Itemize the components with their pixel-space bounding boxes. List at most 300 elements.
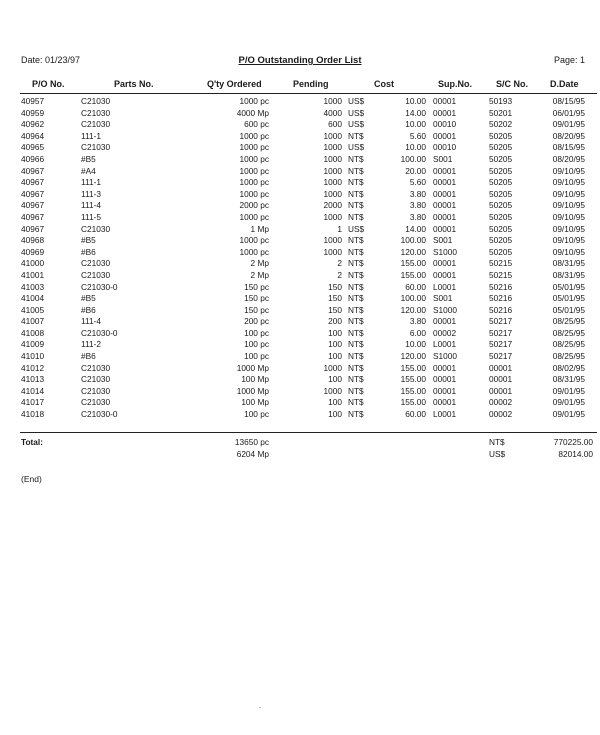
sc-number: 50216: [489, 304, 513, 315]
qty-ordered: 1000 pc: [239, 142, 269, 153]
supplier-number: S1000: [433, 351, 457, 362]
pending-qty: 100: [328, 351, 342, 362]
sc-number: 50215: [489, 269, 513, 280]
pending-qty: 100: [328, 374, 342, 385]
currency: NT$: [348, 211, 364, 222]
totals-amount-us: 82014.00: [558, 449, 593, 459]
supplier-number: 00001: [433, 96, 457, 106]
po-number: 41005: [21, 304, 45, 315]
totals-currency-us: US$: [489, 449, 506, 459]
sc-number: 50205: [489, 211, 513, 222]
qty-ordered: 100 Mp: [241, 397, 269, 408]
po-number: 41007: [21, 316, 45, 327]
pending-qty: 150: [328, 293, 342, 304]
qty-ordered: 1000 pc: [239, 153, 269, 164]
pending-qty: 1000: [323, 235, 342, 246]
totals-qty-mp: 6204 Mp: [236, 449, 269, 459]
sc-number: 50205: [489, 246, 513, 257]
qty-ordered: 1000 pc: [239, 235, 269, 246]
end-marker: (End): [21, 474, 42, 484]
po-number: 41009: [21, 339, 45, 350]
table-row: [0, 96, 600, 108]
pending-qty: 4000: [323, 107, 342, 118]
pending-qty: 1000: [323, 165, 342, 176]
part-number: #B6: [81, 304, 96, 315]
sc-number: 50205: [489, 200, 513, 211]
currency: NT$: [348, 269, 364, 280]
unit-cost: 155.00: [400, 362, 426, 373]
unit-cost: 155.00: [400, 385, 426, 396]
table-row: [0, 305, 600, 317]
po-number: 41000: [21, 258, 45, 269]
pending-qty: 1: [337, 223, 342, 234]
due-date: 09/01/95: [552, 385, 585, 396]
due-date: 09/10/95: [552, 246, 585, 257]
unit-cost: 120.00: [400, 304, 426, 315]
unit-cost: 120.00: [400, 351, 426, 362]
pending-qty: 1000: [323, 142, 342, 153]
col-header-po: P/O No.: [32, 79, 65, 89]
part-number: C21030: [81, 107, 111, 118]
po-number: 41004: [21, 293, 45, 304]
table-row: [0, 409, 600, 421]
unit-cost: 14.00: [405, 223, 426, 234]
supplier-number: 00010: [433, 142, 457, 153]
po-number: 41018: [21, 409, 45, 420]
currency: US$: [348, 107, 365, 118]
unit-cost: 3.80: [409, 211, 426, 222]
table-row: [0, 374, 600, 386]
due-date: 08/20/95: [552, 130, 585, 141]
part-number: C21030: [81, 269, 111, 280]
table-row: [0, 200, 600, 212]
part-number: 111-3: [81, 188, 101, 199]
supplier-number: 00001: [433, 211, 457, 222]
po-number: 40968: [21, 235, 45, 246]
report-title: P/O Outstanding Order List: [238, 55, 362, 66]
supplier-number: 00001: [433, 269, 457, 280]
table-row: [0, 166, 600, 178]
unit-cost: 5.60: [409, 130, 426, 141]
due-date: 08/31/95: [552, 258, 585, 269]
po-number: 40969: [21, 246, 45, 257]
po-number: 40962: [21, 119, 45, 130]
unit-cost: 100.00: [400, 235, 426, 246]
pending-qty: 1000: [323, 246, 342, 257]
unit-cost: 155.00: [400, 258, 426, 269]
due-date: 09/01/95: [552, 119, 585, 130]
part-number: C21030: [81, 119, 111, 130]
part-number: C21030-0: [81, 409, 118, 420]
supplier-number: S001: [433, 235, 453, 246]
po-number: 41001: [21, 269, 45, 280]
table-row: [0, 177, 600, 189]
part-number: #B5: [81, 235, 96, 246]
qty-ordered: 1000 Mp: [236, 385, 269, 396]
supplier-number: 00001: [433, 223, 457, 234]
sc-number: 50217: [489, 327, 513, 338]
supplier-number: L0001: [433, 281, 457, 292]
col-header-sc: S/C No.: [496, 79, 529, 89]
po-number: 41014: [21, 385, 45, 396]
pending-qty: 200: [328, 316, 342, 327]
due-date: 08/15/95: [552, 96, 585, 106]
qty-ordered: 4000 Mp: [236, 107, 269, 118]
totals-currency-nt: NT$: [489, 437, 505, 447]
unit-cost: 14.00: [405, 107, 426, 118]
part-number: 111-2: [81, 339, 101, 350]
sc-number: 50215: [489, 258, 513, 269]
pending-qty: 1000: [323, 385, 342, 396]
sc-number: 00001: [489, 362, 513, 373]
table-row: [0, 363, 600, 375]
unit-cost: 3.80: [409, 316, 426, 327]
supplier-number: 00001: [433, 362, 457, 373]
table-row: [0, 119, 600, 131]
due-date: 09/10/95: [552, 165, 585, 176]
part-number: C21030: [81, 142, 111, 153]
po-number: 40967: [21, 200, 45, 211]
part-number: #B5: [81, 153, 96, 164]
sc-number: 00001: [489, 385, 513, 396]
sc-number: 50205: [489, 130, 513, 141]
supplier-number: 00001: [433, 188, 457, 199]
qty-ordered: 1000 pc: [239, 177, 269, 188]
due-date: 08/20/95: [552, 153, 585, 164]
pending-qty: 2000: [323, 200, 342, 211]
sc-number: 50193: [489, 96, 513, 106]
qty-ordered: 1000 Mp: [236, 362, 269, 373]
unit-cost: 20.00: [405, 165, 426, 176]
table-row: [0, 235, 600, 247]
table-row: [0, 131, 600, 143]
supplier-number: S1000: [433, 246, 457, 257]
supplier-number: 00001: [433, 258, 457, 269]
part-number: C21030: [81, 258, 111, 269]
due-date: 09/10/95: [552, 177, 585, 188]
qty-ordered: 1000 pc: [239, 165, 269, 176]
sc-number: 50217: [489, 339, 513, 350]
po-number: 40967: [21, 211, 45, 222]
po-number: 41008: [21, 327, 45, 338]
currency: NT$: [348, 304, 364, 315]
unit-cost: 100.00: [400, 293, 426, 304]
table-row: [0, 270, 600, 282]
col-header-sup: Sup.No.: [438, 79, 472, 89]
part-number: C21030: [81, 96, 111, 106]
part-number: 111-4: [81, 200, 101, 211]
col-header-parts: Parts No.: [114, 79, 154, 89]
currency: NT$: [348, 165, 364, 176]
sc-number: 00002: [489, 397, 513, 408]
unit-cost: 3.80: [409, 200, 426, 211]
currency: NT$: [348, 177, 364, 188]
currency: US$: [348, 96, 365, 106]
column-header-row: [0, 79, 600, 91]
table-row: [0, 224, 600, 236]
page-number: Page: 1: [553, 55, 585, 65]
scan-speck: [259, 707, 261, 708]
sc-number: 50205: [489, 165, 513, 176]
qty-ordered: 100 Mp: [241, 374, 269, 385]
pending-qty: 150: [328, 281, 342, 292]
sc-number: 00001: [489, 374, 513, 385]
supplier-number: 00001: [433, 165, 457, 176]
sc-number: 50216: [489, 293, 513, 304]
part-number: C21030-0: [81, 327, 118, 338]
pending-qty: 2: [337, 258, 342, 269]
qty-ordered: 2000 pc: [239, 200, 269, 211]
table-row: [0, 397, 600, 409]
pending-qty: 100: [328, 409, 342, 420]
pending-qty: 1000: [323, 153, 342, 164]
due-date: 09/01/95: [552, 397, 585, 408]
due-date: 08/25/95: [552, 339, 585, 350]
qty-ordered: 600 pc: [244, 119, 269, 130]
currency: US$: [348, 119, 365, 130]
col-header-date: D.Date: [550, 79, 579, 89]
currency: NT$: [348, 316, 364, 327]
currency: NT$: [348, 385, 364, 396]
pending-qty: 150: [328, 304, 342, 315]
unit-cost: 10.00: [405, 119, 426, 130]
supplier-number: S1000: [433, 304, 457, 315]
part-number: #B6: [81, 351, 96, 362]
pending-qty: 1000: [323, 362, 342, 373]
currency: NT$: [348, 409, 364, 420]
part-number: 111-1: [81, 130, 101, 141]
totals-label: Total:: [21, 437, 43, 447]
due-date: 08/02/95: [552, 362, 585, 373]
col-header-qty: Q'ty Ordered: [207, 79, 262, 89]
table-row: [0, 386, 600, 398]
sc-number: 50217: [489, 351, 513, 362]
po-number: 41003: [21, 281, 45, 292]
unit-cost: 100.00: [400, 153, 426, 164]
col-header-cost: Cost: [374, 79, 394, 89]
po-number: 40967: [21, 165, 45, 176]
due-date: 09/10/95: [552, 200, 585, 211]
pending-qty: 100: [328, 397, 342, 408]
due-date: 05/01/95: [552, 304, 585, 315]
part-number: C21030: [81, 362, 111, 373]
supplier-number: 00010: [433, 119, 457, 130]
table-row: [0, 316, 600, 328]
supplier-number: 00001: [433, 397, 457, 408]
order-table-body: [0, 96, 600, 421]
qty-ordered: 1000 pc: [239, 96, 269, 106]
due-date: 05/01/95: [552, 293, 585, 304]
table-row: [0, 189, 600, 201]
part-number: 111-5: [81, 211, 101, 222]
unit-cost: 5.60: [409, 177, 426, 188]
totals-qty-pc: 13650 pc: [234, 437, 269, 447]
po-number: 41012: [21, 362, 45, 373]
table-row: [0, 142, 600, 154]
currency: NT$: [348, 130, 364, 141]
supplier-number: S001: [433, 293, 453, 304]
table-row: [0, 339, 600, 351]
qty-ordered: 100 pc: [244, 339, 269, 350]
sc-number: 50205: [489, 153, 513, 164]
pending-qty: 600: [328, 119, 342, 130]
qty-ordered: 150 pc: [244, 281, 269, 292]
supplier-number: 00001: [433, 130, 457, 141]
part-number: #A4: [81, 165, 96, 176]
qty-ordered: 1000 pc: [239, 246, 269, 257]
po-number: 40959: [21, 107, 45, 118]
supplier-number: L0001: [433, 339, 457, 350]
due-date: 06/01/95: [552, 107, 585, 118]
qty-ordered: 2 Mp: [250, 269, 269, 280]
part-number: C21030-0: [81, 281, 118, 292]
qty-ordered: 100 pc: [244, 409, 269, 420]
due-date: 09/10/95: [552, 223, 585, 234]
currency: NT$: [348, 200, 364, 211]
table-row: [0, 351, 600, 363]
sc-number: 50205: [489, 142, 513, 153]
table-row: [0, 108, 600, 120]
table-row: [0, 247, 600, 259]
qty-ordered: 150 pc: [244, 304, 269, 315]
currency: NT$: [348, 374, 364, 385]
unit-cost: 60.00: [405, 281, 426, 292]
header-rule: [20, 93, 597, 94]
table-row: [0, 258, 600, 270]
sc-number: 50205: [489, 235, 513, 246]
po-number: 40957: [21, 96, 45, 106]
po-number: 41017: [21, 397, 45, 408]
part-number: C21030: [81, 397, 111, 408]
due-date: 08/31/95: [552, 374, 585, 385]
supplier-number: 00001: [433, 200, 457, 211]
sc-number: 50201: [489, 107, 513, 118]
currency: NT$: [348, 235, 364, 246]
pending-qty: 1000: [323, 96, 342, 106]
po-number: 40967: [21, 177, 45, 188]
unit-cost: 120.00: [400, 246, 426, 257]
qty-ordered: 150 pc: [244, 293, 269, 304]
pending-qty: 1000: [323, 177, 342, 188]
pending-qty: 100: [328, 327, 342, 338]
sc-number: 50202: [489, 119, 513, 130]
sc-number: 50216: [489, 281, 513, 292]
sc-number: 50205: [489, 177, 513, 188]
qty-ordered: 1000 pc: [239, 188, 269, 199]
supplier-number: S001: [433, 153, 453, 164]
currency: US$: [348, 142, 365, 153]
part-number: #B6: [81, 246, 96, 257]
supplier-number: 00001: [433, 385, 457, 396]
table-row: [0, 212, 600, 224]
unit-cost: 3.80: [409, 188, 426, 199]
currency: NT$: [348, 281, 364, 292]
report-date: Date: 01/23/97: [21, 55, 81, 65]
unit-cost: 10.00: [405, 339, 426, 350]
part-number: 111-1: [81, 177, 101, 188]
unit-cost: 6.00: [409, 327, 426, 338]
qty-ordered: 100 pc: [244, 327, 269, 338]
unit-cost: 60.00: [405, 409, 426, 420]
pending-qty: 1000: [323, 188, 342, 199]
currency: NT$: [348, 153, 364, 164]
supplier-number: 00002: [433, 327, 457, 338]
table-row: [0, 154, 600, 166]
supplier-number: 00001: [433, 374, 457, 385]
table-row: [0, 282, 600, 294]
currency: NT$: [348, 246, 364, 257]
due-date: 05/01/95: [552, 281, 585, 292]
due-date: 08/15/95: [552, 142, 585, 153]
due-date: 09/10/95: [552, 235, 585, 246]
sc-number: 50205: [489, 188, 513, 199]
unit-cost: 155.00: [400, 269, 426, 280]
qty-ordered: 200 pc: [244, 316, 269, 327]
supplier-number: 00001: [433, 107, 457, 118]
po-number: 41010: [21, 351, 45, 362]
due-date: 09/10/95: [552, 211, 585, 222]
currency: NT$: [348, 188, 364, 199]
qty-ordered: 1 Mp: [250, 223, 269, 234]
pending-qty: 100: [328, 339, 342, 350]
currency: NT$: [348, 362, 364, 373]
table-row: [0, 328, 600, 340]
currency: NT$: [348, 351, 364, 362]
pending-qty: 1000: [323, 130, 342, 141]
supplier-number: 00001: [433, 177, 457, 188]
due-date: 08/25/95: [552, 316, 585, 327]
due-date: 08/25/95: [552, 327, 585, 338]
part-number: C21030: [81, 385, 111, 396]
due-date: 09/01/95: [552, 409, 585, 420]
po-number: 40965: [21, 142, 45, 153]
due-date: 08/25/95: [552, 351, 585, 362]
sc-number: 00002: [489, 409, 513, 420]
unit-cost: 155.00: [400, 374, 426, 385]
qty-ordered: 1000 pc: [239, 211, 269, 222]
po-number: 40967: [21, 223, 45, 234]
po-number: 40967: [21, 188, 45, 199]
supplier-number: 00001: [433, 316, 457, 327]
currency: NT$: [348, 293, 364, 304]
pending-qty: 1000: [323, 211, 342, 222]
due-date: 08/31/95: [552, 269, 585, 280]
sc-number: 50205: [489, 223, 513, 234]
part-number: 111-4: [81, 316, 101, 327]
col-header-pending: Pending: [293, 79, 329, 89]
part-number: C21030: [81, 374, 111, 385]
pending-qty: 2: [337, 269, 342, 280]
po-number: 40966: [21, 153, 45, 164]
currency: NT$: [348, 397, 364, 408]
sc-number: 50217: [489, 316, 513, 327]
unit-cost: 10.00: [405, 96, 426, 106]
totals-rule: [20, 432, 597, 433]
qty-ordered: 100 pc: [244, 351, 269, 362]
part-number: C21030: [81, 223, 111, 234]
qty-ordered: 1000 pc: [239, 130, 269, 141]
currency: US$: [348, 223, 365, 234]
part-number: #B5: [81, 293, 96, 304]
currency: NT$: [348, 258, 364, 269]
due-date: 09/10/95: [552, 188, 585, 199]
qty-ordered: 2 Mp: [250, 258, 269, 269]
table-row: [0, 293, 600, 305]
po-number: 40964: [21, 130, 45, 141]
totals-amount-nt: 770225.00: [553, 437, 593, 447]
unit-cost: 155.00: [400, 397, 426, 408]
po-number: 41013: [21, 374, 45, 385]
